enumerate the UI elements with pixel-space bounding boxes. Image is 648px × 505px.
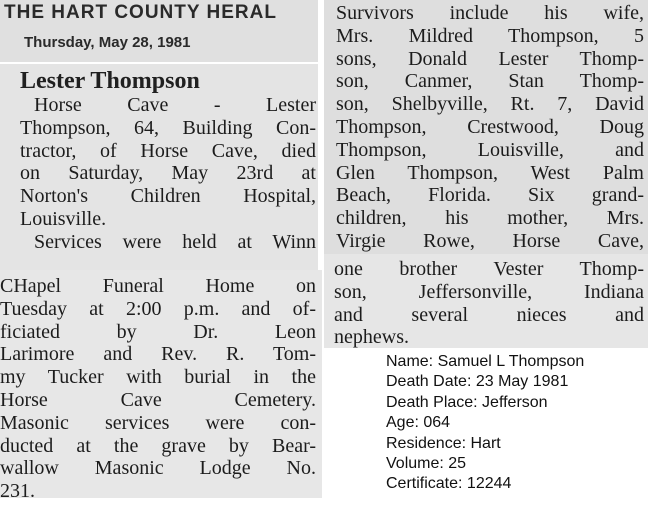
text-line: on Saturday, May 23rd at — [20, 162, 316, 185]
text-line: Survivors include his wife, — [336, 2, 644, 24]
record-certificate: Certificate: 12244 — [386, 475, 512, 493]
obituary-column-1-bottom — [0, 270, 322, 498]
text-line: Masonic services were con- — [0, 411, 316, 434]
death-record — [386, 352, 636, 495]
obituary-headline: Lester Thompson — [20, 68, 200, 94]
text-line: children, his mother, Mrs. — [336, 207, 644, 230]
text-line: Thompson, 64, Building Con- — [20, 116, 316, 139]
text-line: Virgie Rowe, Horse Cave, — [336, 229, 644, 252]
text-line: Horse Cave - Lester — [34, 94, 316, 116]
text-line: sons, Donald Lester Thomp- — [336, 47, 644, 70]
text-line: one brother Vester Thomp- — [334, 258, 644, 280]
masthead-clipping — [0, 0, 318, 62]
text-line: nephews. — [334, 326, 409, 348]
text-line: Horse Cave Cemetery. — [0, 388, 316, 411]
newspaper-name: THE HART COUNTY HERAL — [4, 2, 277, 23]
record-age: Age: 064 — [386, 414, 451, 432]
text-line: ducted at the grave by Bear- — [0, 434, 316, 457]
text-line: son, Canmer, Stan Thomp- — [336, 70, 644, 93]
record-name: Name: Samuel L Thompson — [386, 353, 585, 370]
obituary-column-2-top — [324, 0, 648, 254]
text-line: son, Jeffersonville, Indiana — [334, 280, 644, 303]
text-line: Thompson, Louisville, and — [336, 138, 644, 161]
text-line: Louisville. — [20, 207, 107, 230]
record-death-place: Death Place: Jefferson — [386, 393, 548, 411]
text-line: Beach, Florida. Six grand- — [336, 184, 644, 207]
text-line: tractor, of Horse Cave, died — [20, 139, 316, 162]
text-line: ficiated by Dr. Leon — [0, 320, 316, 343]
text-line: Tuesday at 2:00 p.m. and of- — [0, 297, 316, 320]
publication-date: Thursday, May 28, 1981 — [24, 34, 191, 51]
text-line: Norton's Children Hospital, — [20, 185, 316, 208]
record-volume: Volume: 25 — [386, 455, 467, 473]
text-line: son, Shelbyville, Rt. 7, David — [336, 93, 644, 116]
text-line: wallow Masonic Lodge No. — [0, 457, 316, 480]
record-residence: Residence: Hart — [386, 434, 501, 452]
obituary-column-2-bottom — [324, 254, 648, 348]
obituary-column-1-top — [0, 64, 318, 270]
text-line: and several nieces and — [334, 303, 644, 326]
text-line: Services were held at Winn — [34, 230, 316, 253]
text-line: Thompson, Crestwood, Doug — [336, 115, 644, 138]
text-line: Mrs. Mildred Thompson, 5 — [336, 24, 644, 47]
record-death-date: Death Date: 23 May 1981 — [386, 373, 569, 391]
text-line: 231. — [0, 480, 35, 498]
text-line: my Tucker with burial in the — [0, 366, 316, 389]
text-line: CHapel Funeral Home on — [0, 275, 316, 297]
text-line: Glen Thompson, West Palm — [336, 161, 644, 184]
text-line: Larimore and Rev. R. Tom- — [0, 343, 316, 366]
